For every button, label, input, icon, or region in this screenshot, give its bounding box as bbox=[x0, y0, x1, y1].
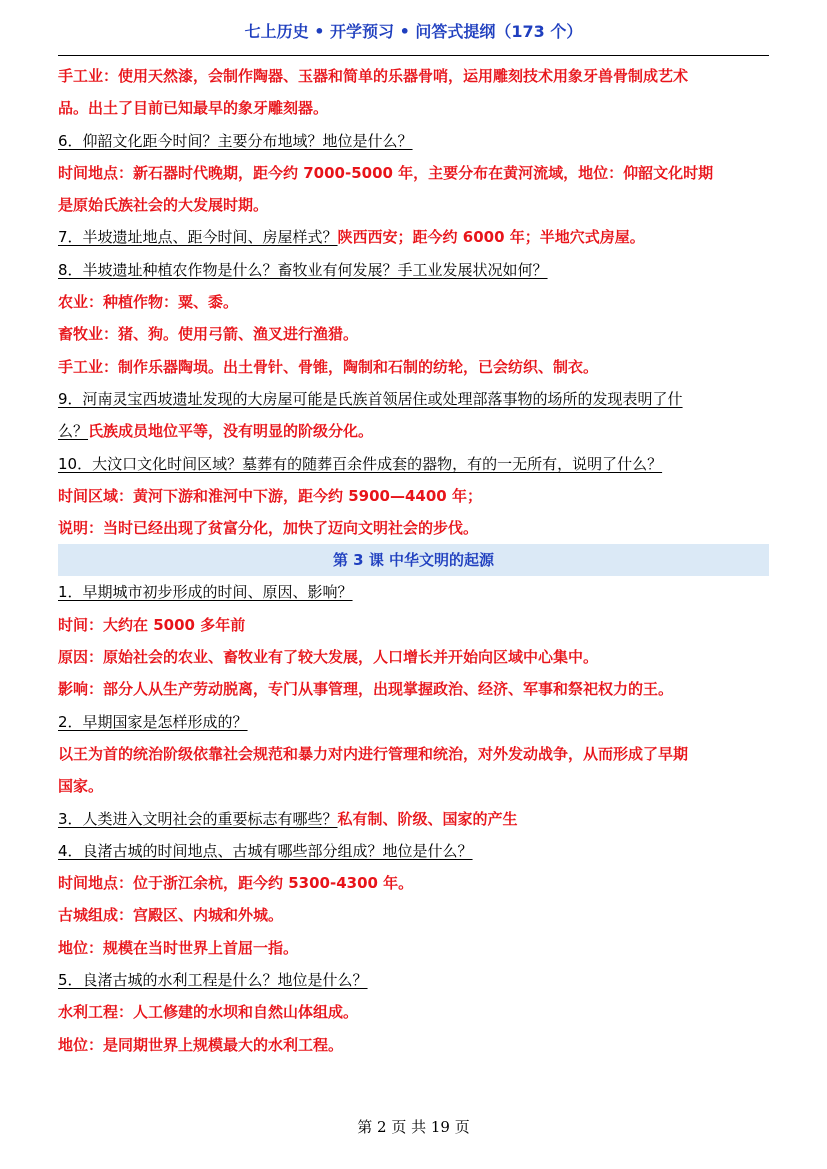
question-line bbox=[58, 415, 769, 447]
page-header-title: 七上历史 • 开学预习 • 问答式提纲（173 个） bbox=[244, 22, 583, 41]
answer-line: 原因：原始社会的农业、畜牧业有了较大发展，人口增长并开始向区域中心集中。 bbox=[58, 648, 599, 667]
answer-line: 手工业：使用天然漆，会制作陶器、玉器和简单的乐器骨哨，运用雕刻技术用象牙兽骨制成艺术 bbox=[58, 67, 689, 85]
question-line bbox=[58, 835, 769, 867]
inline-answer: 私有制、阶级、国家的产生 bbox=[337, 809, 518, 828]
document-body bbox=[58, 60, 769, 1061]
answer-line: 是原始氏族社会的大发展时期。 bbox=[58, 196, 269, 215]
question-line bbox=[58, 576, 769, 608]
answer-line: 影响：部分人从生产劳动脱离，专门从事管理，出现掌握政治、经济、军事和祭祀权力的王。 bbox=[58, 680, 674, 699]
answer-line: 农业：种植作物：粟、黍。 bbox=[58, 293, 239, 312]
question-text: 6．仰韶文化距今时间？主要分布地域？地位是什么？ bbox=[58, 131, 413, 150]
answer-line: 古城组成：宫殿区、内城和外城。 bbox=[58, 906, 284, 925]
answer-line: 品。出土了目前已知最早的象牙雕刻器。 bbox=[58, 99, 329, 118]
question-line bbox=[58, 254, 769, 286]
question-text: 7．半坡遗址地点、距今时间、房屋样式？ bbox=[58, 228, 338, 247]
question-text: 8．半坡遗址种植农作物是什么？畜牧业有何发展？手工业发展状况如何？ bbox=[58, 260, 548, 279]
question-text: 2．早期国家是怎样形成的？ bbox=[58, 712, 248, 731]
page-number-footer: 第 2 页 共 19 页 bbox=[357, 1118, 470, 1136]
answer-line: 手工业：制作乐器陶埙。出土骨针、骨锥，陶制和石制的纺轮，已会纺织、制衣。 bbox=[58, 357, 599, 376]
answer-line: 时间区域：黄河下游和淮河中下游，距今约 5900—4400 年； bbox=[58, 486, 482, 505]
answer-line: 时间地点：位于浙江余杭，距今约 5300-4300 年。 bbox=[58, 874, 414, 893]
question-line bbox=[58, 383, 769, 415]
answer-line: 时间地点：新石器时代晚期，距今约 7000-5000 年，主要分布在黄河流域，地位：仰韶文化时期 bbox=[58, 163, 714, 182]
question-line bbox=[58, 125, 769, 157]
question-text: 么？ bbox=[58, 422, 89, 441]
question-line bbox=[58, 706, 769, 738]
answer-line: 国家。 bbox=[58, 777, 104, 796]
answer-line: 水利工程：人工修建的水坝和自然山体组成。 bbox=[58, 1003, 359, 1022]
question-line bbox=[58, 803, 769, 835]
answer-line: 时间：大约在 5000 多年前 bbox=[58, 615, 246, 634]
answer-line: 地位：规模在当时世界上首屈一指。 bbox=[58, 938, 299, 957]
inline-answer: 氏族成员地位平等，没有明显的阶级分化。 bbox=[88, 422, 374, 441]
answer-line: 地位：是同期世界上规模最大的水利工程。 bbox=[58, 1035, 344, 1054]
answer-line: 说明：当时已经出现了贫富分化，加快了迈向文明社会的步伐。 bbox=[58, 519, 479, 538]
header-divider bbox=[58, 55, 769, 56]
question-text: 3．人类进入文明社会的重要标志有哪些？ bbox=[58, 809, 338, 828]
question-line bbox=[58, 448, 769, 480]
section-heading: 第 3 课 中华文明的起源 bbox=[58, 544, 769, 576]
question-text: 10．大汶口文化时间区域？墓葬有的随葬百余件成套的器物，有的一无所有，说明了什么？ bbox=[58, 454, 663, 473]
question-text: 1．早期城市初步形成的时间、原因、影响？ bbox=[58, 583, 353, 602]
question-line bbox=[58, 964, 769, 996]
question-text: 4．良渚古城的时间地点、古城有哪些部分组成？地位是什么？ bbox=[58, 841, 473, 860]
answer-line: 畜牧业：猪、狗。使用弓箭、渔叉进行渔猎。 bbox=[58, 325, 359, 344]
inline-answer: 陕西西安；距今约 6000 年；半地穴式房屋。 bbox=[337, 228, 645, 247]
question-line bbox=[58, 221, 769, 253]
answer-line: 以王为首的统治阶级依靠社会规范和暴力对内进行管理和统治，对外发动战争，从而形成了早期 bbox=[58, 744, 689, 763]
question-text: 9．河南灵宝西坡遗址发现的大房屋可能是氏族首领居住或处理部落事物的场所的发现表明了什 bbox=[58, 389, 683, 408]
question-text: 5．良渚古城的水利工程是什么？地位是什么？ bbox=[58, 971, 368, 990]
